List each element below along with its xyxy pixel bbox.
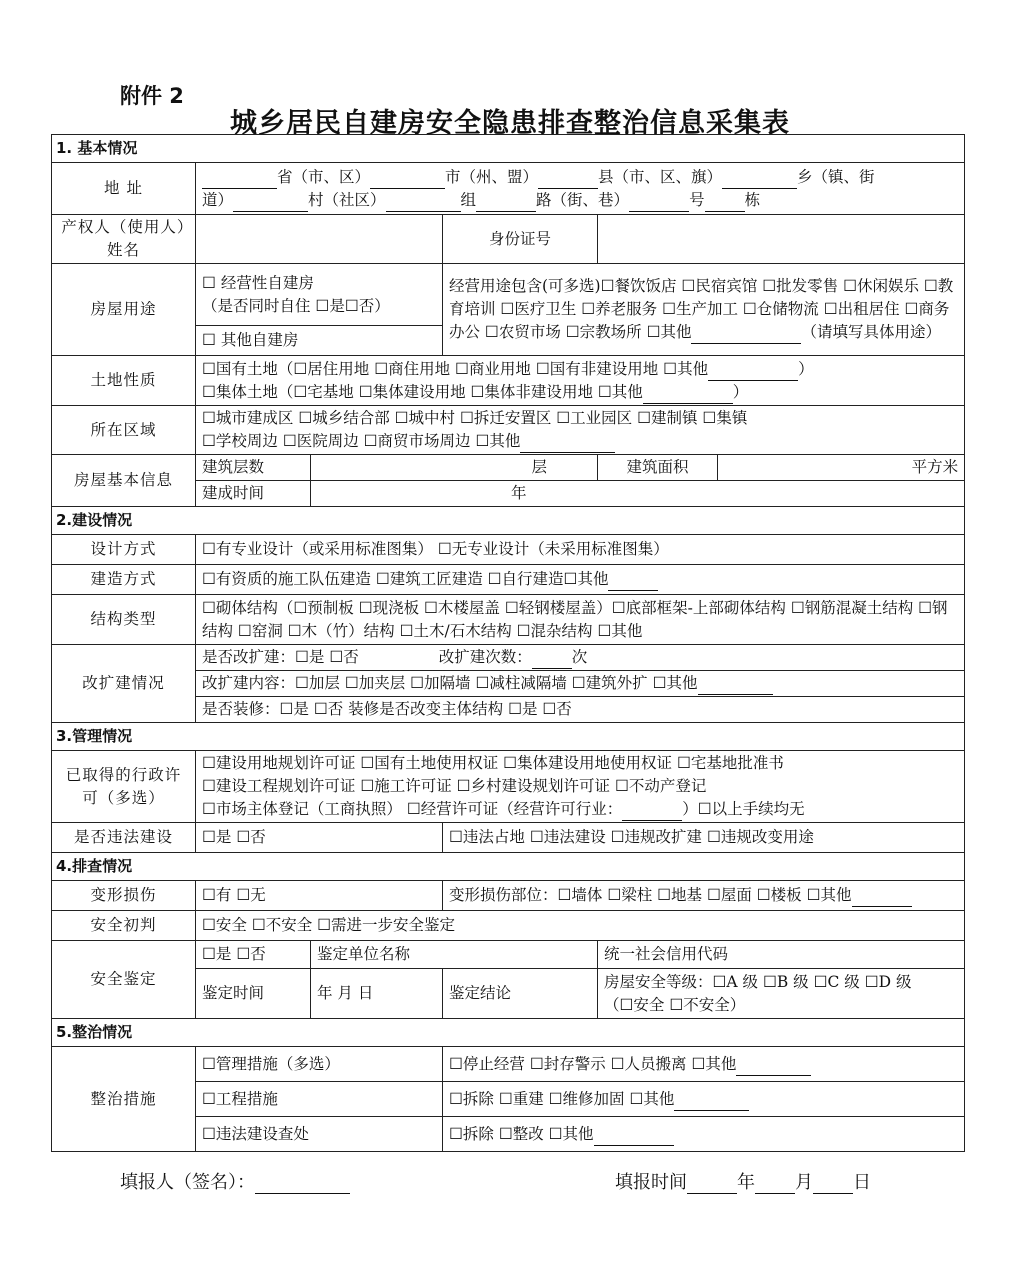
form-title: 城乡居民自建房安全隐患排查整治信息采集表 bbox=[230, 108, 790, 139]
id-number-input[interactable] bbox=[598, 215, 965, 264]
renovation-question[interactable]: 是否装修：☐是 ☐否 装修是否改变主体结构 ☐是 ☐否 bbox=[196, 697, 965, 723]
initial-judgement-label: 安全初判 bbox=[52, 911, 196, 941]
owner-name-label: 产权人（使用人）姓名 bbox=[52, 215, 196, 264]
id-number-label: 身份证号 bbox=[443, 215, 598, 264]
structure-label: 结构类型 bbox=[52, 595, 196, 645]
usage-label: 房屋用途 bbox=[52, 264, 196, 356]
address-field[interactable]: 省（市、区） 市（州、盟） 县（市、区、旗） 乡（镇、街 道） 村（社区） 组 路（街、巷） 号 栋 bbox=[196, 163, 965, 215]
building-area-label: 建筑面积 bbox=[598, 455, 718, 481]
usage-scope-options[interactable]: 经营用途包含(可多选)☐餐饮饭店 ☐民宿宾馆 ☐批发零售 ☐休闲娱乐 ☐教育培训 ☐医疗卫生 ☐养老服务 ☐生产加工 ☐仓储物流 ☐出租居住 ☐商务办公 ☐农贸市场 ☐宗教场所 ☐其他 （请填写具体用途） bbox=[443, 264, 965, 356]
appraisal-label: 安全鉴定 bbox=[52, 941, 196, 1019]
info-form-table bbox=[51, 134, 965, 1152]
engineering-measures-option[interactable]: ☐工程措施 bbox=[196, 1082, 443, 1117]
initial-judgement-options[interactable]: ☐安全 ☐不安全 ☐需进一步安全鉴定 bbox=[196, 911, 965, 941]
floors-input[interactable]: 层 bbox=[311, 455, 598, 481]
deformation-parts[interactable]: 变形损伤部位：☐墙体 ☐梁柱 ☐地基 ☐屋面 ☐楼板 ☐其他 bbox=[443, 881, 965, 911]
section-rectification: 5.整治情况 bbox=[52, 1019, 965, 1047]
appraisal-unit-label: 鉴定单位名称 bbox=[311, 941, 598, 969]
area-options[interactable]: ☐城市建成区 ☐城乡结合部 ☐城中村 ☐拆迁安置区 ☐工业园区 ☐建制镇 ☐集镇 ☐学校周边 ☐医院周边 ☐商贸市场周边 ☐其他 bbox=[196, 406, 965, 455]
building-area-input[interactable]: 平方米 bbox=[718, 455, 965, 481]
reporter-signature[interactable]: 填报人（签名）： bbox=[120, 1168, 350, 1194]
deformation-yn[interactable]: ☐有 ☐无 bbox=[196, 881, 443, 911]
management-measures-option[interactable]: ☐管理措施（多选） bbox=[196, 1047, 443, 1082]
measures-label: 整治措施 bbox=[52, 1047, 196, 1152]
built-time-label: 建成时间 bbox=[196, 481, 311, 507]
illegal-types[interactable]: ☐违法占地 ☐违法建设 ☐违规改扩建 ☐违规改变用途 bbox=[443, 823, 965, 853]
safety-grade-options[interactable]: 房屋安全等级：☐A 级 ☐B 级 ☐C 级 ☐D 级 （☐安全 ☐不安全） bbox=[598, 969, 965, 1019]
expansion-label: 改扩建情况 bbox=[52, 645, 196, 723]
credit-code-label: 统一社会信用代码 bbox=[598, 941, 965, 969]
management-measures-detail[interactable]: ☐停止经营 ☐封存警示 ☐人员搬离 ☐其他 bbox=[443, 1047, 965, 1082]
land-options[interactable]: ☐国有土地（☐居住用地 ☐商住用地 ☐商业用地 ☐国有非建设用地 ☐其他 ） ☐集体土地（☐宅基地 ☐集体建设用地 ☐集体非建设用地 ☐其他 ） bbox=[196, 356, 965, 406]
permits-label: 已取得的行政许可（多选） bbox=[52, 751, 196, 823]
area-label: 所在区域 bbox=[52, 406, 196, 455]
section-inspection: 4.排查情况 bbox=[52, 853, 965, 881]
engineering-measures-detail[interactable]: ☐拆除 ☐重建 ☐维修加固 ☐其他 bbox=[443, 1082, 965, 1117]
built-time-input[interactable]: 年 bbox=[311, 481, 965, 507]
expansion-question[interactable]: 是否改扩建：☐是 ☐否 改扩建次数： 次 bbox=[196, 645, 965, 671]
build-method-options[interactable]: ☐有资质的施工队伍建造 ☐建筑工匠建造 ☐自行建造☐其他 bbox=[196, 565, 965, 595]
address-label: 地 址 bbox=[52, 163, 196, 215]
owner-name-input[interactable] bbox=[196, 215, 443, 264]
appraisal-time-label: 鉴定时间 bbox=[196, 969, 311, 1019]
deformation-label: 变形损伤 bbox=[52, 881, 196, 911]
usage-business-option[interactable]: ☐ 经营性自建房 （是否同时自住 ☐是☐否） bbox=[196, 264, 443, 326]
appraisal-conclusion-label: 鉴定结论 bbox=[443, 969, 598, 1019]
appraisal-yn[interactable]: ☐是 ☐否 bbox=[196, 941, 311, 969]
attachment-label: 附件 2 bbox=[120, 84, 184, 108]
expansion-content[interactable]: 改扩建内容：☐加层 ☐加夹层 ☐加隔墙 ☐减柱减隔墙 ☐建筑外扩 ☐其他 bbox=[196, 671, 965, 697]
illegal-handling-detail[interactable]: ☐拆除 ☐整改 ☐其他 bbox=[443, 1117, 965, 1152]
floors-label: 建筑层数 bbox=[196, 455, 311, 481]
design-options[interactable]: ☐有专业设计（或采用标准图集） ☐无专业设计（未采用标准图集） bbox=[196, 535, 965, 565]
build-method-label: 建造方式 bbox=[52, 565, 196, 595]
illegal-handling-option[interactable]: ☐违法建设查处 bbox=[196, 1117, 443, 1152]
appraisal-date-input[interactable]: 年 月 日 bbox=[311, 969, 443, 1019]
section-basic: 1. 基本情况 bbox=[52, 135, 965, 163]
report-date[interactable]: 填报时间 年 月 日 bbox=[615, 1172, 871, 1193]
structure-options[interactable]: ☐砌体结构（☐预制板 ☐现浇板 ☐木楼屋盖 ☐轻钢楼屋盖）☐底部框架-上部砌体结构 ☐钢筋混凝土结构 ☐钢结构 ☐窑洞 ☐木（竹）结构 ☐土木/石木结构 ☐混杂结构 ☐其他 bbox=[196, 595, 965, 645]
illegal-label: 是否违法建设 bbox=[52, 823, 196, 853]
land-label: 土地性质 bbox=[52, 356, 196, 406]
section-construction: 2.建设情况 bbox=[52, 507, 965, 535]
basic-info-label: 房屋基本信息 bbox=[52, 455, 196, 507]
usage-other-option[interactable]: ☐ 其他自建房 bbox=[196, 326, 443, 356]
design-label: 设计方式 bbox=[52, 535, 196, 565]
section-management: 3.管理情况 bbox=[52, 723, 965, 751]
illegal-yn[interactable]: ☐是 ☐否 bbox=[196, 823, 443, 853]
permits-options[interactable]: ☐建设用地规划许可证 ☐国有土地使用权证 ☐集体建设用地使用权证 ☐宅基地批准书 ☐建设工程规划许可证 ☐施工许可证 ☐乡村建设规划许可证 ☐不动产登记 ☐市场主体登记（工商执照） ☐经营许可证（经营许可行业： ）☐以上手续均无 bbox=[196, 751, 965, 823]
